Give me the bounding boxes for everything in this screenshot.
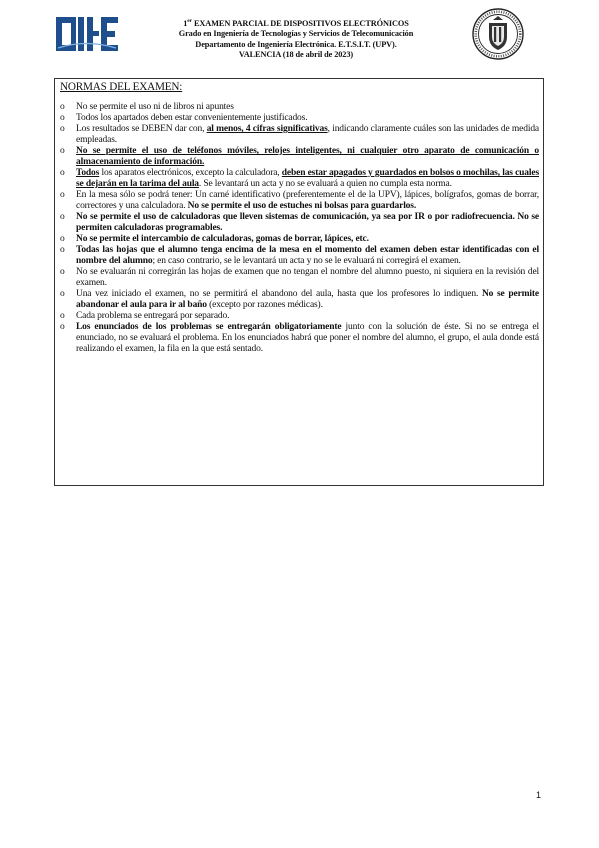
department-line: Departamento de Ingeniería Electrónica. E.T.S.I.T. (UPV). <box>195 39 397 49</box>
rule-bullet: o <box>60 212 65 222</box>
rule-text: Todas las hojas que el alumno tenga encima de la mesa en el momento del examen deben estar identificadas con el nombre del alumno <box>76 245 539 266</box>
rule-bullet: o <box>60 190 65 200</box>
rule-bullet: o <box>60 168 65 178</box>
rule-text: No se permite el uso de calculadoras que lleven sistemas de comunicación, ya sea por IR o por radiofrecuencia. No se permiten calculadoras programables. <box>76 212 539 233</box>
rule-bullet: o <box>60 113 65 123</box>
rule-text: En la mesa sólo se podrá tener: Un carné identificativo (preferentemente el de la UPV), lápices, bolígrafos, gomas de borrar, correctores y una calculadora. <box>76 190 539 211</box>
rule-item <box>55 311 543 322</box>
rule-text: Todos los apartados deben estar convenientemente justificados. <box>76 113 308 123</box>
exam-ordinal: 1 <box>183 18 188 28</box>
rule-item <box>55 124 543 146</box>
rules-list <box>55 102 543 355</box>
rule-item <box>55 102 543 113</box>
rule-text: (excepto por razones médicas). <box>206 300 323 310</box>
rule-item <box>55 190 543 212</box>
rule-text: , indicando claramente cuáles son las unidades de medida empleadas. <box>76 124 539 145</box>
exam-title-rest: EXAMEN PARCIAL DE DISPOSITIVOS ELECTRÓNICOS <box>191 18 409 28</box>
rule-text: los aparatos electrónicos, excepto la calculadora, <box>99 168 282 178</box>
rule-text: No se evaluarán ni corregirán las hojas de examen que no tengan el nombre del alumno puesto, ni siquiera en la revisión del examen. <box>76 267 539 288</box>
rule-text: No se permite el uso ni de libros ni apuntes <box>76 102 234 112</box>
rule-item <box>55 168 543 190</box>
rule-bullet: o <box>60 267 65 277</box>
rule-bullet: o <box>60 245 65 255</box>
rule-bullet: o <box>60 102 65 112</box>
exam-rules-box <box>54 78 544 486</box>
rule-text: Todos <box>76 168 100 178</box>
rule-item <box>55 146 543 168</box>
rule-bullet: o <box>60 146 65 156</box>
rule-text: ; en caso contrario, se le levantará un acta y no se le evaluará ni corregirá el examen. <box>152 256 461 266</box>
rule-text: No se permite el uso de teléfonos móviles, relojes inteligentes, ni cualquier otro aparato de comunicación o almacenamiento de información. <box>76 146 539 167</box>
rule-text: No se permite el intercambio de calculadoras, gomas de borrar, lápices, etc. <box>76 234 369 244</box>
exam-ordinal-sup: er <box>187 18 192 24</box>
rule-text: Una vez iniciado el examen, no se permitirá el abandono del aula, hasta que los profesores lo indiquen. <box>76 289 482 299</box>
exam-date: VALENCIA (18 de abril de 2023) <box>238 49 354 59</box>
rule-item <box>55 245 543 267</box>
rule-item <box>55 212 543 234</box>
rule-text: No se permite el uso de estuches ni bolsas para guardarlos. <box>187 201 417 211</box>
rule-text: Los enunciados de los problemas se entregarán obligatoriamente <box>76 322 342 332</box>
rule-bullet: o <box>60 322 65 332</box>
degree-line: Grado en Ingeniería de Tecnologías y Servicios de Telecomunicación <box>178 29 414 39</box>
rule-text: deben estar apagados y guardados en bolsos o mochilas, las cuales se dejarán en la tarima del aula <box>76 168 539 189</box>
rule-text: . Se levantará un acta y no se evaluará a quien no cumpla esta norma. <box>198 179 452 189</box>
rule-item <box>55 289 543 311</box>
page-number: 1 <box>536 790 542 800</box>
rule-item <box>55 234 543 245</box>
rule-item <box>55 267 543 289</box>
rule-text: Los resultados se DEBEN dar con, <box>76 124 207 134</box>
rule-bullet: o <box>60 311 65 321</box>
rule-item <box>55 322 543 355</box>
rules-title: NORMAS DEL EXAMEN: <box>60 81 183 93</box>
rule-text: junto con la solución de éste. Si no se entrega el enunciado, no se evaluará el problema. En los enunciados habrá que poner el nombre del alumno, el grupo, el aula donde está realizando el examen, la fila en la que está sentado. <box>76 322 539 354</box>
exam-header <box>120 16 472 60</box>
rule-bullet: o <box>60 124 65 134</box>
rule-item <box>55 113 543 124</box>
rule-text: No se permite abandonar el aula para ir al baño <box>76 289 539 310</box>
upv-seal <box>472 8 524 60</box>
rule-text: Cada problema se entregará por separado. <box>76 311 230 321</box>
die-logo <box>56 17 118 51</box>
rule-text: al menos, 4 cifras significativas <box>206 124 328 134</box>
exam-title <box>120 16 472 29</box>
rule-bullet: o <box>60 289 65 299</box>
rule-bullet: o <box>60 234 65 244</box>
